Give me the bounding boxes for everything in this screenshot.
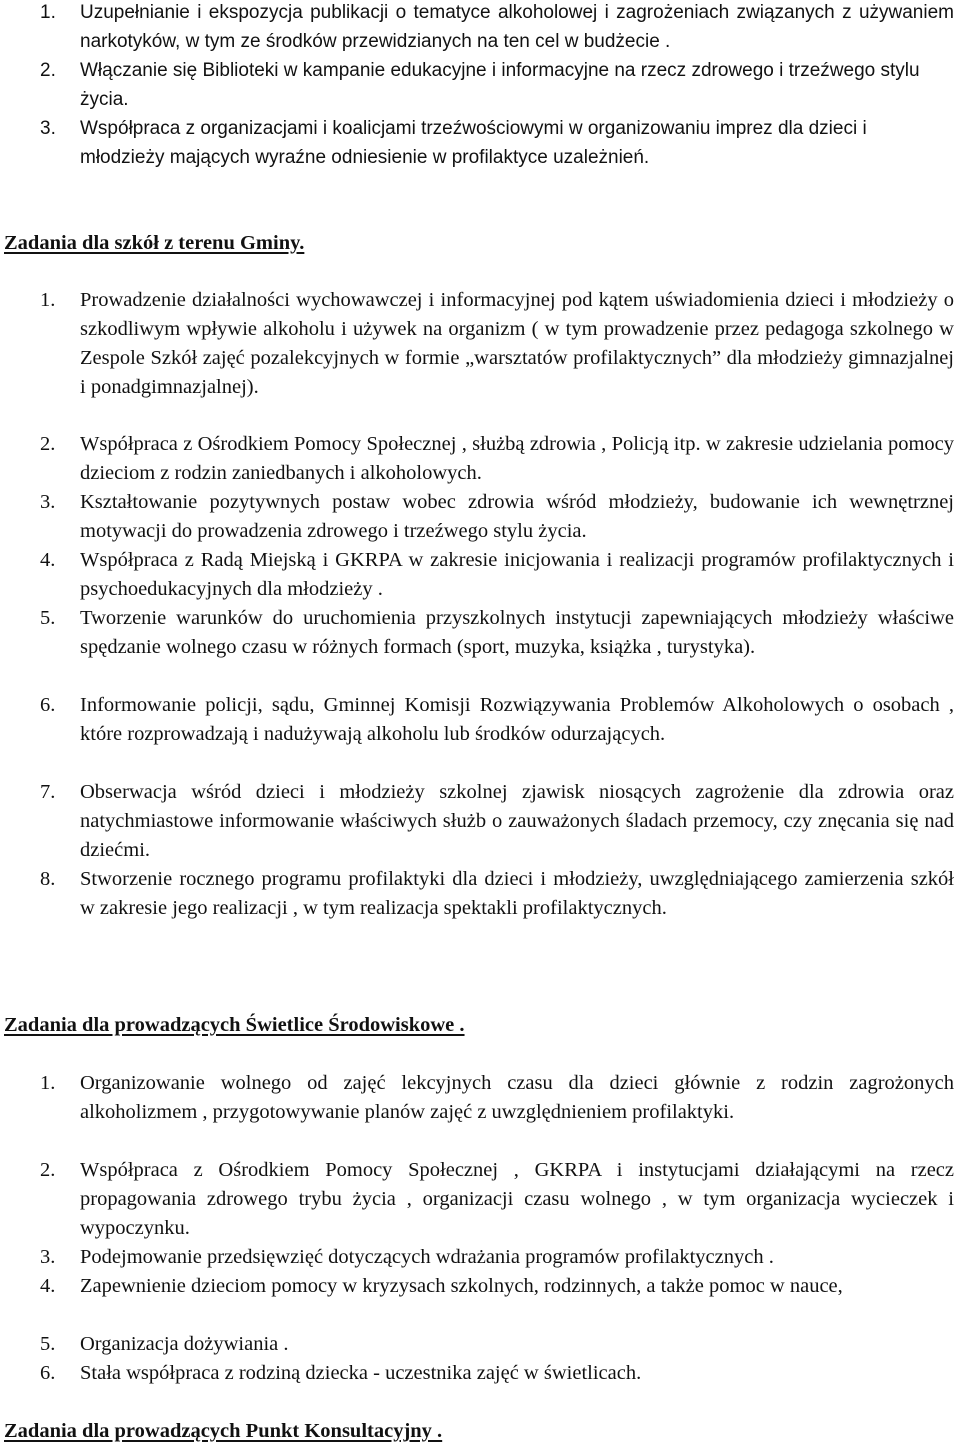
- list-item: [0, 1243, 960, 1272]
- list-item-number: 8.: [40, 868, 56, 890]
- list-item: [0, 430, 960, 488]
- list-item: [0, 1330, 960, 1359]
- list-item-number: 3.: [40, 118, 56, 139]
- list-item-text: Kształtowanie pozytywnych postaw wobec zdrowia wśród młodzieży, budowanie ich wewnętrznej motywacji do prowadzenia zdrowego i trzeźwego stylu życia.: [80, 491, 954, 542]
- list-item: [0, 114, 960, 172]
- list-item-text: Współpraca z organizacjami i koalicjami trzeźwościowymi w organizowaniu imprez dla dzieci i młodzieży mających wyraźne odniesienie w profilaktyce uzależnień.: [80, 118, 867, 168]
- list-item: [0, 691, 960, 778]
- list-item-number: 1.: [40, 2, 56, 23]
- list-item: [0, 778, 960, 865]
- list-item-number: 1.: [40, 289, 56, 311]
- list-item: [0, 286, 960, 430]
- list-item: [0, 56, 960, 114]
- list-item-text: Stała współpraca z rodziną dziecka - uczestnika zajęć w świetlicach.: [80, 1362, 642, 1384]
- list-item-text: Włączanie się Biblioteki w kampanie edukacyjne i informacyjne na rzecz zdrowego i trzeźwego stylu życia.: [80, 60, 920, 110]
- list-item-number: 2.: [40, 60, 56, 81]
- list-item-text: Uzupełnianie i ekspozycja publikacji o tematyce alkoholowej i zagrożeniach związanych z używaniem narkotyków, w tym ze środków przewidzianych na ten cel w budżecie .: [80, 2, 954, 52]
- list-item: [0, 865, 960, 952]
- list-item-number: 5.: [40, 607, 56, 629]
- list-item: [0, 1359, 960, 1388]
- list-item-text: Obserwacja wśród dzieci i młodzieży szkolnej zjawisk niosących zagrożenie dla zdrowia oraz natychmiastowe informowanie właściwych służb o zauważonych śladach przemocy, czy znęcania się nad dziećmi.: [80, 781, 954, 861]
- day-rooms-task-list: [0, 1069, 960, 1388]
- list-item-number: 6.: [40, 1362, 56, 1384]
- list-item-number: 1.: [40, 1072, 56, 1094]
- list-item-text: Współpraca z Ośrodkiem Pomocy Społecznej , GKRPA i instytucjami działającymi na rzecz propagowania zdrowego trybu życia , organizacji czasu wolnego , w tym organizacja wycieczek i wypoczynku.: [80, 1159, 954, 1239]
- list-item-number: 2.: [40, 433, 56, 455]
- intro-list: [0, 0, 960, 172]
- list-item-number: 4.: [40, 549, 56, 571]
- list-item: [0, 0, 960, 56]
- list-item-number: 6.: [40, 694, 56, 716]
- list-item-text: Zapewnienie dzieciom pomocy w kryzysach szkolnych, rodzinnych, a także pomoc w nauce,: [80, 1275, 843, 1297]
- section-heading-day-rooms: Zadania dla prowadzących Świetlice Środowiskowe .: [4, 1014, 465, 1036]
- list-item-text: Stworzenie rocznego programu profilaktyki dla dzieci i młodzieży, uwzględniającego zamierzenia szkół w zakresie jego realizacji , w tym realizacja spektakli profilaktycznych.: [80, 868, 954, 919]
- list-item: [0, 1272, 960, 1330]
- list-item-text: Podejmowanie przedsięwzięć dotyczących wdrażania programów profilaktycznych .: [80, 1246, 774, 1268]
- list-item-text: Tworzenie warunków do uruchomienia przyszkolnych instytucji zapewniających młodzieży właściwe spędzanie wolnego czasu w różnych formach (sport, muzyka, książka , turystyka).: [80, 607, 954, 658]
- list-item: [0, 1156, 960, 1243]
- list-item: [0, 546, 960, 604]
- list-item-number: 4.: [40, 1275, 56, 1297]
- list-item-number: 7.: [40, 781, 56, 803]
- list-item-text: Informowanie policji, sądu, Gminnej Komisji Rozwiązywania Problemów Alkoholowych o osobach , które rozprowadzają i nadużywają alkoholu lub środków odurzających.: [80, 694, 954, 745]
- list-item-number: 2.: [40, 1159, 56, 1181]
- section-heading-consultation: Zadania dla prowadzących Punkt Konsultacyjny .: [4, 1420, 443, 1442]
- list-item-text: Współpraca z Ośrodkiem Pomocy Społecznej , służbą zdrowia , Policją itp. w zakresie udzielania pomocy dzieciom z rodzin zaniedbanych i alkoholowych.: [80, 433, 954, 484]
- list-item-number: 3.: [40, 491, 56, 513]
- list-item: [0, 1069, 960, 1156]
- section-heading-schools: Zadania dla szkół z terenu Gminy.: [4, 232, 305, 254]
- list-item: [0, 604, 960, 691]
- list-item-text: Organizacja dożywiania .: [80, 1333, 289, 1355]
- list-item: [0, 488, 960, 546]
- list-item-text: Organizowanie wolnego od zajęć lekcyjnych czasu dla dzieci głównie z rodzin zagrożonych alkoholizmem , przygotowywanie planów zajęć z uwzględnieniem profilaktyki.: [80, 1072, 954, 1123]
- list-item-number: 3.: [40, 1246, 56, 1268]
- list-item-text: Współpraca z Radą Miejską i GKRPA w zakresie inicjowania i realizacji programów profilaktycznych i psychoedukacyjnych dla młodzieży .: [80, 549, 954, 600]
- list-item-text: Prowadzenie działalności wychowawczej i informacyjnej pod kątem uświadomienia dzieci i młodzieży o szkodliwym wpływie alkoholu i używek na organizm ( w tym prowadzenie przez pedagoga szkolnego w Zespole Szkół zajęć pozalekcyjnych w formie „warsztatów profilaktycznych” dla młodzieży gimnazjalnej i ponadgimnazjalnej).: [80, 289, 954, 398]
- list-item-number: 5.: [40, 1333, 56, 1355]
- schools-task-list: [0, 286, 960, 952]
